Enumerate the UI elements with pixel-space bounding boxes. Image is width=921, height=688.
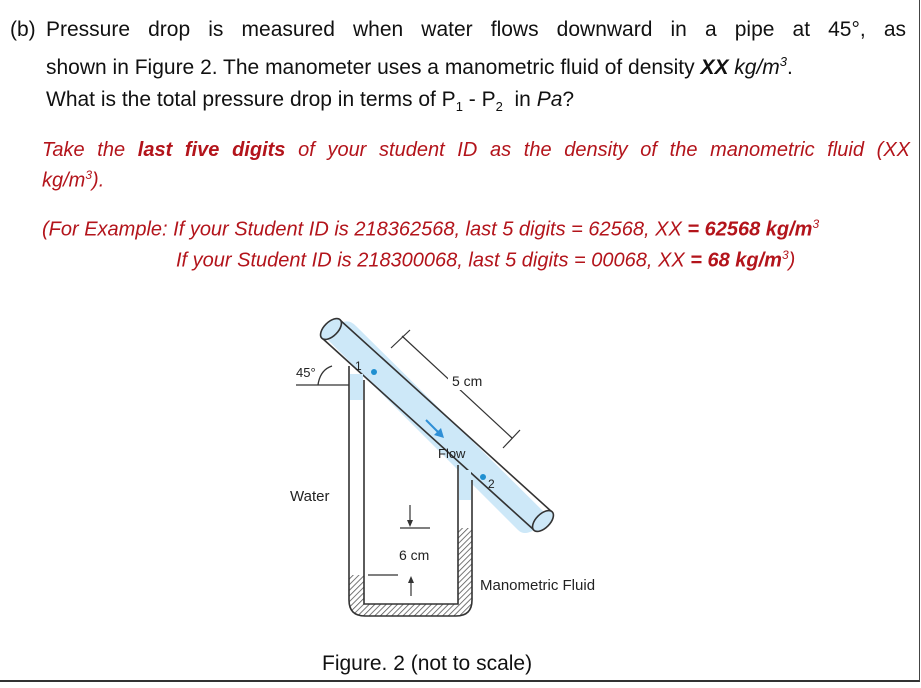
pipe-upper-wall — [340, 320, 552, 512]
example-1-bold: = 62568 kg/m — [687, 218, 813, 241]
question-line-1: Pressure drop is measured when water flows downward in a pipe at 45°, as — [46, 18, 906, 41]
instruction-bold: last five digits — [137, 139, 286, 161]
water-label: Water — [290, 488, 330, 505]
fluid-label: Manometric Fluid — [480, 577, 596, 594]
left-tap-joint — [350, 374, 363, 400]
instruction-rest: of your student ID as the density of the manometric fluid (XX — [285, 139, 910, 161]
point-2-dot — [480, 474, 486, 480]
angle-arc — [318, 366, 332, 385]
instruction-unit: kg/m — [42, 169, 86, 192]
example-1-exponent: 3 — [812, 217, 820, 231]
density-unit: kg/m — [728, 56, 780, 79]
instruction-take: Take the — [42, 139, 138, 161]
question-mark: ? — [562, 88, 575, 111]
density-symbol: XX — [700, 56, 729, 79]
example-2-exponent: 3 — [781, 247, 789, 262]
example-1-text: (For Example: If your Student ID is 218362568, last 5 digits = 62568, XX — [42, 218, 688, 241]
question-line-3-text: What is the total pressure drop in terms of P — [46, 88, 456, 111]
distance-label: 5 cm — [452, 373, 483, 389]
angle-label: 45° — [296, 365, 316, 380]
p2-subscript: 2 — [495, 99, 503, 115]
question-label: (b) — [10, 18, 36, 41]
point-2-label: 2 — [488, 477, 495, 491]
instruction-exponent: 3 — [85, 168, 93, 182]
pa-unit: Pa — [536, 88, 563, 111]
density-exponent: 3 — [779, 54, 788, 69]
example-2-text: If your Student ID is 218300068, last 5 digits = 00068, XX — [176, 249, 691, 272]
in-text: in — [502, 88, 537, 111]
manometric-fluid-fill — [349, 528, 472, 616]
height-lower-arrowhead — [408, 576, 414, 583]
flow-label: Flow — [438, 446, 466, 461]
example-2-end: ) — [788, 249, 796, 272]
height-upper-arrowhead — [407, 520, 413, 527]
point-1-dot — [371, 369, 377, 375]
right-tap-joint — [459, 470, 471, 500]
point-1-label: 1 — [355, 359, 362, 373]
instruction-end: ). — [92, 169, 105, 192]
minus-p: - P — [462, 88, 496, 111]
question-line-2-end: . — [787, 56, 793, 79]
pipe-body — [326, 321, 548, 533]
example-2-bold: = 68 kg/m — [690, 249, 782, 272]
height-label: 6 cm — [399, 547, 430, 563]
figure-caption: Figure. 2 (not to scale) — [322, 652, 533, 675]
distance-tick-1 — [391, 330, 410, 348]
pipe-lower-wall — [322, 338, 534, 530]
question-line-2-text: shown in Figure 2. The manometer uses a manometric fluid of density — [46, 56, 701, 79]
p1-subscript: 1 — [455, 99, 463, 115]
